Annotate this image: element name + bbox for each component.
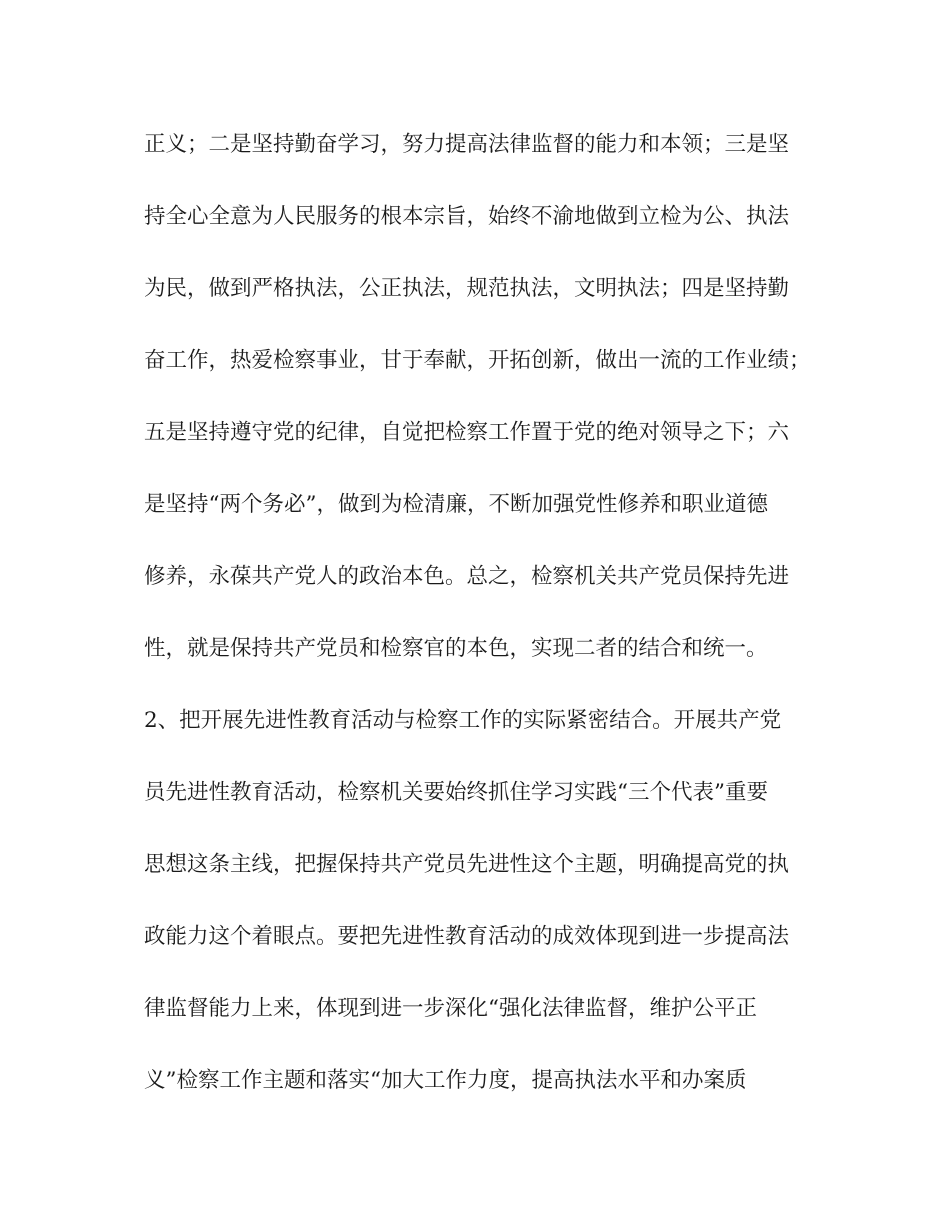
text-line: 奋工作，热爱检察事业，甘于奉献，开拓创新，做出一流的工作业绩；	[144, 348, 811, 373]
text-line: 2、把开展先进性教育活动与检察工作的实际紧密结合。开展共产党	[144, 708, 782, 733]
text-line: 政能力这个着眼点。要把先进性教育活动的成效体现到进一步提高法	[144, 924, 790, 949]
text-line: 律监督能力上来，体现到进一步深化“强化法律监督，维护公平正	[144, 996, 757, 1021]
text-line: 五是坚持遵守党的纪律，自觉把检察工作置于党的绝对领导之下；六	[144, 420, 790, 445]
text-line: 正义；二是坚持勤奋学习，努力提高法律监督的能力和本领；三是坚	[144, 132, 790, 157]
text-line: 修养，永葆共产党人的政治本色。总之，检察机关共产党员保持先进	[144, 564, 790, 589]
text-line: 义”检察工作主题和落实“加大工作力度，提高执法水平和办案质	[144, 1068, 747, 1093]
text-line: 持全心全意为人民服务的根本宗旨，始终不渝地做到立检为公、执法	[144, 204, 790, 229]
text-line: 为民，做到严格执法，公正执法，规范执法，文明执法；四是坚持勤	[144, 276, 790, 301]
text-line: 性，就是保持共产党员和检察官的本色，实现二者的结合和统一。	[144, 636, 768, 661]
text-line: 思想这条主线，把握保持共产党员先进性这个主题，明确提高党的执	[144, 852, 790, 877]
text-line: 是坚持“两个务必”，做到为检清廉，不断加强党性修养和职业道德	[144, 492, 768, 517]
text-line: 员先进性教育活动，检察机关要始终抓住学习实践“三个代表”重要	[144, 780, 768, 805]
